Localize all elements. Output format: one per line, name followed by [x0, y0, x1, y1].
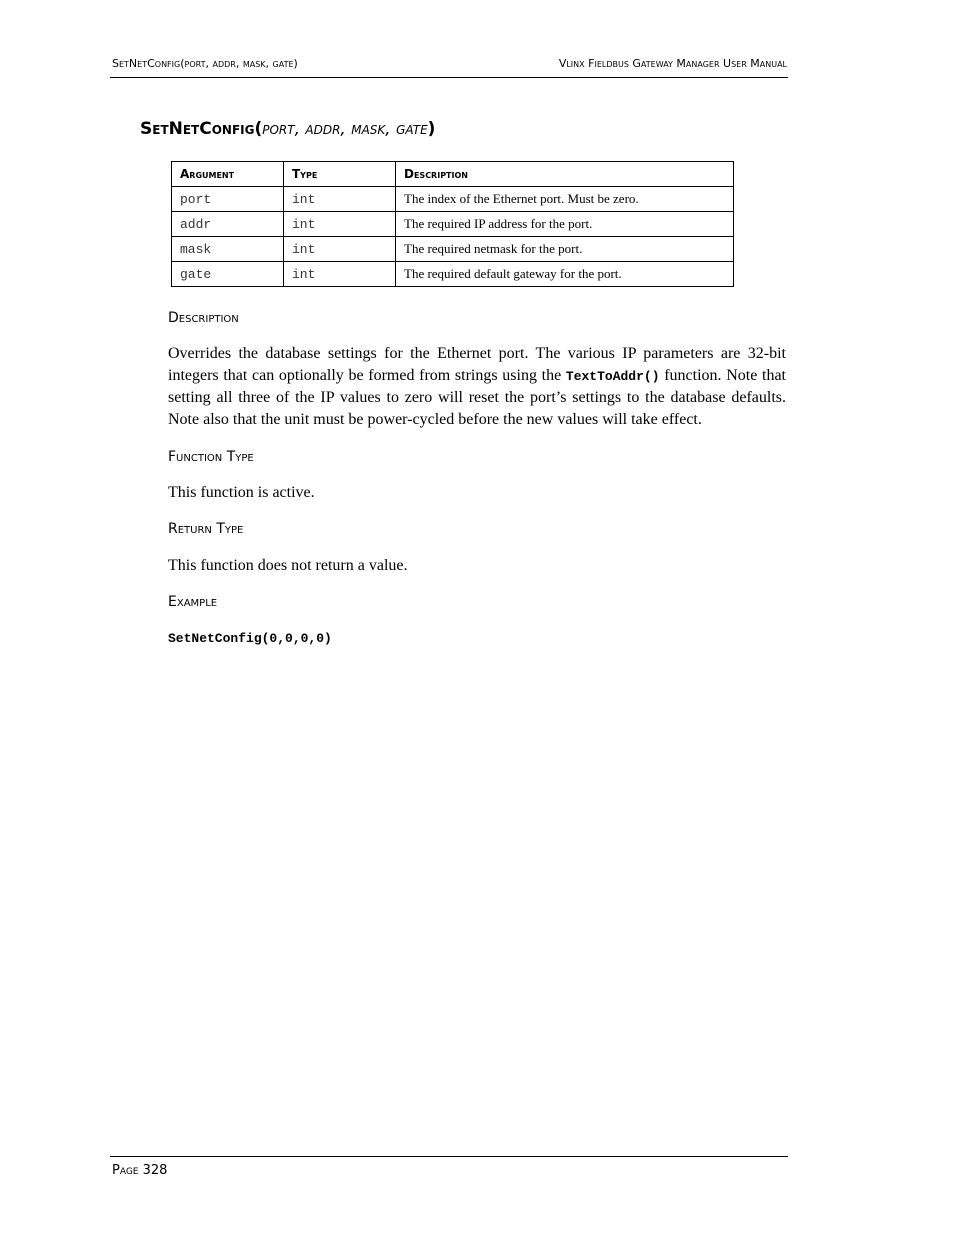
description-cell: The required netmask for the port. [396, 237, 734, 262]
description-cell: The required IP address for the port. [396, 212, 734, 237]
description-heading: Description [168, 310, 239, 326]
function-close-paren: ) [427, 119, 436, 139]
argument-cell: port [172, 187, 284, 212]
type-cell: int [284, 237, 396, 262]
function-type-heading: Function Type [168, 449, 254, 465]
header-rule [110, 77, 788, 78]
example-heading: Example [168, 594, 218, 610]
description-text-1: Overrides the database settings for the Ethernet port. The various IP parameters are 32-bit integers that can optionally be formed from strings using the [168, 345, 786, 384]
table-row [172, 262, 734, 287]
description-paragraph [168, 343, 786, 430]
argument-cell: mask [172, 237, 284, 262]
argument-cell: addr [172, 212, 284, 237]
function-params: port, addr, mask, gate [262, 119, 428, 139]
function-name: SetNetConfig( [140, 119, 263, 139]
example-code: SetNetConfig(0,0,0,0) [168, 631, 332, 646]
column-header-argument: Argument [172, 162, 284, 187]
table-row [172, 212, 734, 237]
description-cell: The index of the Ethernet port. Must be zero. [396, 187, 734, 212]
running-header-right: Vlinx Fieldbus Gateway Manager User Manual [558, 57, 787, 70]
function-title [140, 119, 435, 139]
table-row [172, 187, 734, 212]
inline-code-texttoaddr: TextToAddr() [565, 368, 660, 384]
column-header-description: Description [396, 162, 734, 187]
return-type-text: This function does not return a value. [168, 557, 408, 574]
page-number: Page 328 [112, 1163, 168, 1178]
description-text-2: function. Note that setting all three of the IP values to zero will reset the port’s settings to the database defaults. Note also that the unit must be power-cycled before the new values will take effect. [168, 366, 786, 428]
function-type-text: This function is active. [168, 484, 315, 501]
description-cell: The required default gateway for the port. [396, 262, 734, 287]
table-header-row [172, 162, 734, 187]
column-header-type: Type [284, 162, 396, 187]
return-type-heading: Return Type [168, 521, 244, 537]
type-cell: int [284, 262, 396, 287]
footer-rule [110, 1156, 788, 1157]
running-header-left: SetNetConfig(port, addr, mask, gate) [112, 57, 298, 70]
type-cell: int [284, 212, 396, 237]
table-row [172, 237, 734, 262]
argument-table [171, 161, 734, 287]
type-cell: int [284, 187, 396, 212]
argument-cell: gate [172, 262, 284, 287]
